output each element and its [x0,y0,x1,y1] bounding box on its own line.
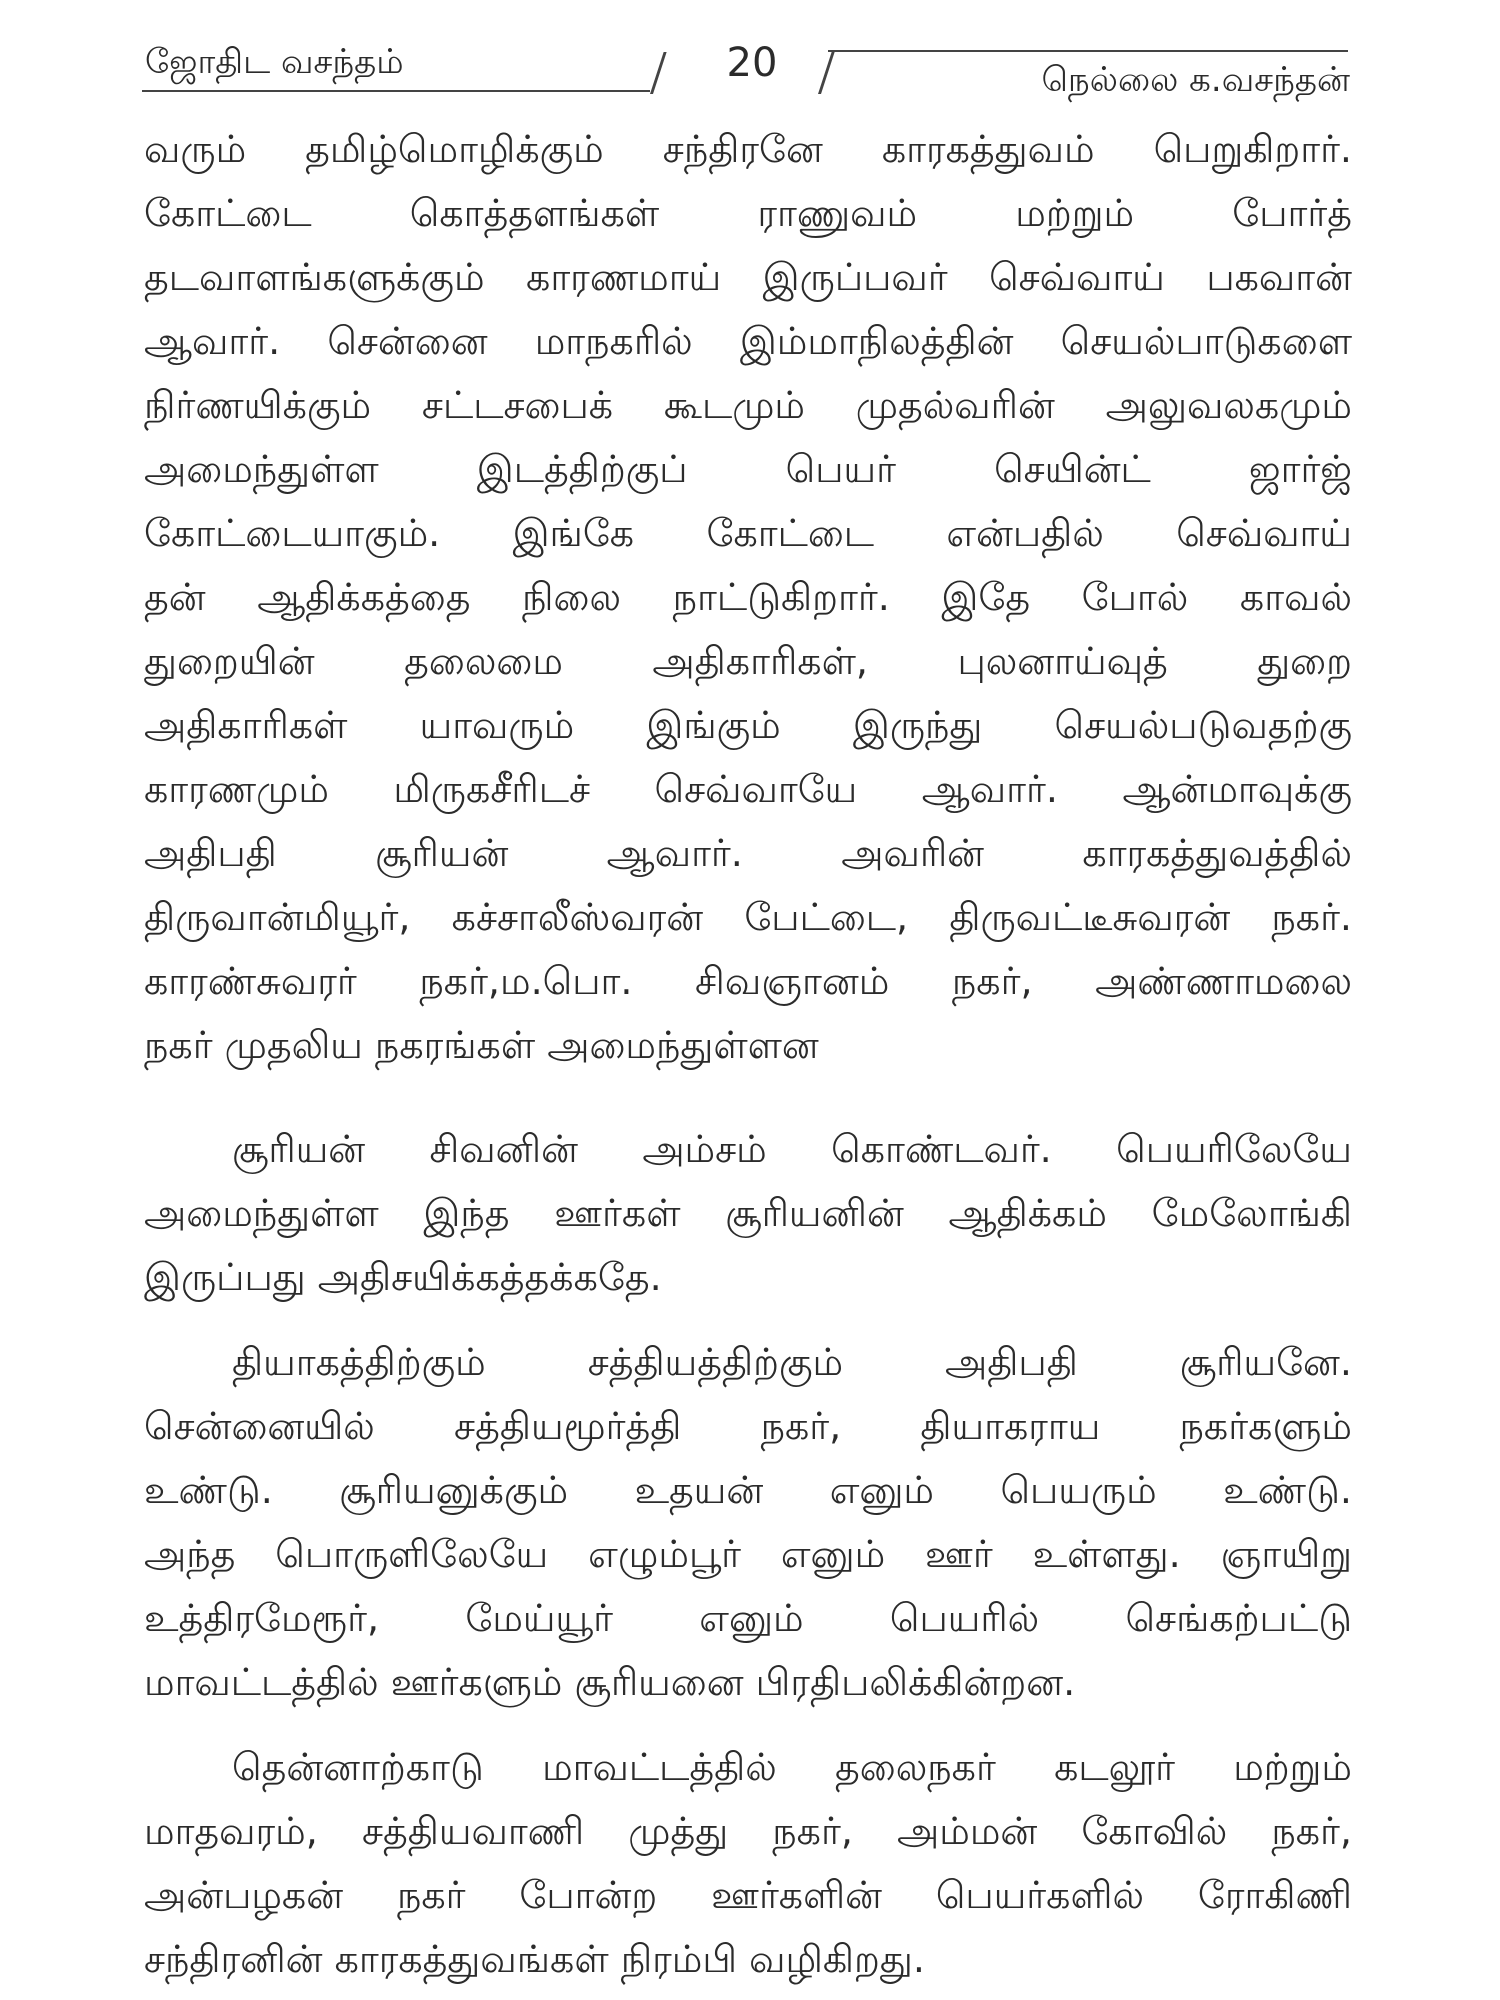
text-line: சந்திரனின் காரகத்துவங்கள் நிரம்பி வழிகிறது. [144,1937,925,1981]
text-line: உத்திரமேரூர், மேய்யூர் எனும் பெயரில் செங்கற்பட்டு [144,1596,1352,1640]
paragraph-3 [144,1330,1352,1714]
text-line: தியாகத்திற்கும் சத்தியத்திற்கும் அதிபதி சூரியனே. [232,1340,1352,1384]
text-line: காரணமும் மிருகசீரிடச் செவ்வாயே ஆவார். ஆன்மாவுக்கு [144,767,1352,811]
header-rule-right [828,50,1348,52]
text-line: அதிகாரிகள் யாவரும் இங்கும் இருந்து செயல்படுவதற்கு [144,703,1352,747]
text-line: வரும் தமிழ்மொழிக்கும் சந்திரனே காரகத்துவம் பெறுகிறார். [144,127,1352,171]
text-line: அதிபதி சூரியன் ஆவார். அவரின் காரகத்துவத்தில் [144,831,1352,875]
header-slash-right [818,52,835,94]
text-line: மாவட்டத்தில் ஊர்களும் சூரியனை பிரதிபலிக்கின்றன. [144,1660,1076,1704]
text-line: நகர் முதலிய நகரங்கள் அமைந்துள்ளன [144,1023,819,1067]
text-line: அமைந்துள்ள இந்த ஊர்கள் சூரியனின் ஆதிக்கம் மேலோங்கி [144,1191,1352,1235]
paragraph-2 [144,1117,1352,1309]
paragraph-1 [144,117,1352,1077]
header-rule-left [142,90,650,92]
text-line: தடவாளங்களுக்கும் காரணமாய் இருப்பவர் செவ்வாய் பகவான் [144,255,1352,299]
text-line: தன் ஆதிக்கத்தை நிலை நாட்டுகிறார். இதே போல் காவல் [144,575,1352,619]
text-line: சென்னையில் சத்தியமூர்த்தி நகர், தியாகராய நகர்களும் [144,1404,1352,1448]
text-line: அன்பழகன் நகர் போன்ற ஊர்களின் பெயர்களில் ரோகிணி [144,1873,1352,1917]
author-name: நெல்லை க.வசந்தன் [1041,60,1350,100]
text-line: நிர்ணயிக்கும் சட்டசபைக் கூடமும் முதல்வரின் அலுவலகமும் [144,383,1352,427]
paragraph-4 [144,1735,1352,1991]
book-title: ஜோதிட வசந்தம் [145,42,404,82]
text-line: துறையின் தலைமை அதிகாரிகள், புலனாய்வுத் துறை [144,639,1352,683]
text-line: கோட்டை கொத்தளங்கள் ராணுவம் மற்றும் போர்த் [144,191,1352,235]
text-line: சூரியன் சிவனின் அம்சம் கொண்டவர். பெயரிலேயே [232,1127,1352,1171]
text-line: காரண்சுவரர் நகர்,ம.பொ. சிவஞானம் நகர், அண்ணாமலை [144,959,1352,1003]
text-line: உண்டு. சூரியனுக்கும் உதயன் எனும் பெயரும் உண்டு. [144,1468,1352,1512]
text-line: ஆவார். சென்னை மாநகரில் இம்மாநிலத்தின் செயல்பாடுகளை [144,319,1352,363]
text-line: மாதவரம், சத்தியவாணி முத்து நகர், அம்மன் கோவில் நகர், [144,1809,1352,1853]
text-line: இருப்பது அதிசயிக்கத்தக்கதே. [144,1255,662,1299]
text-line: திருவான்மியூர், கச்சாலீஸ்வரன் பேட்டை, திருவட்டீசுவரன் நகர். [144,895,1352,939]
text-line: அந்த பொருளிலேயே எழும்பூர் எனும் ஊர் உள்ளது. ஞாயிறு [144,1532,1352,1576]
header-slash-left [650,52,667,94]
page-number: 20 [726,40,778,86]
text-line: கோட்டையாகும். இங்கே கோட்டை என்பதில் செவ்வாய் [144,511,1352,555]
text-line: தென்னாற்காடு மாவட்டத்தில் தலைநகர் கடலூர் மற்றும் [232,1745,1352,1789]
text-line: அமைந்துள்ள இடத்திற்குப் பெயர் செயின்ட் ஜார்ஜ் [144,447,1352,491]
